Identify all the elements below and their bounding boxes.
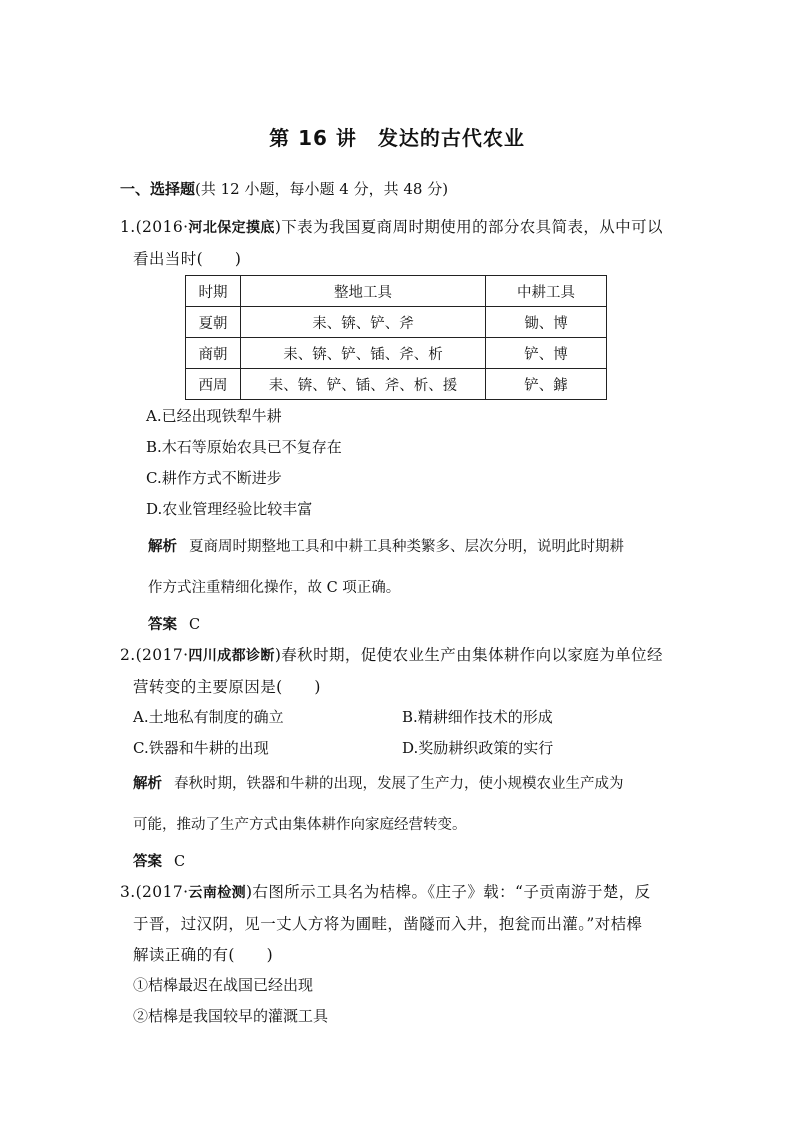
- table-cell: 铲、鎼: [486, 369, 607, 400]
- q1-analysis-label: 解析: [148, 539, 177, 555]
- table-cell: 耒、锛、铲、斧: [241, 307, 486, 338]
- q1-option-c: C.耕作方式不断进步: [146, 469, 282, 487]
- q3-item-2: ②桔槔是我国较早的灌溉工具: [133, 1007, 329, 1025]
- q1-stem-text: 下表为我国夏商周时期使用的部分农具简表，从中可以: [281, 218, 663, 236]
- table-cell: 商朝: [186, 338, 241, 369]
- q1-source-close: ): [274, 218, 282, 236]
- q2-stem-line2: 营转变的主要原因是( ): [133, 678, 321, 696]
- q2-stem-line1: [120, 643, 663, 665]
- q3-source-open: (2017·: [135, 883, 189, 901]
- table-row: [186, 338, 607, 369]
- q2-analysis-label: 解析: [133, 776, 162, 792]
- q1-stem-line2: 看出当时( ): [133, 250, 242, 268]
- page-title: 第 16 讲 发达的古代农业: [269, 126, 525, 150]
- q3-stem-line1: [120, 880, 651, 902]
- q2-stem-text: 春秋时期，促使农业生产由集体耕作向以家庭为单位经: [281, 646, 663, 664]
- q2-source-close: ): [274, 646, 282, 664]
- q3-stem-line2: 于晋，过汉阴，见一丈人方将为圃畦，凿隧而入井，抱瓮而出灌。”对桔槔: [133, 915, 643, 933]
- q1-option-a: A.已经出现铁犁牛耕: [146, 407, 282, 425]
- q3-item-1: ①桔槔最迟在战国已经出现: [133, 976, 314, 994]
- section-header: [120, 178, 448, 199]
- q2-analysis-line1: [133, 772, 624, 793]
- q3-source-close: ): [246, 883, 253, 901]
- q1-option-d: D.农业管理经验比较丰富: [146, 500, 313, 518]
- table-header-cell: 时期: [186, 276, 241, 307]
- q1-answer-value: C: [189, 617, 201, 633]
- table-cell: 耒、锛、铲、锸、斧、析、援: [241, 369, 486, 400]
- q3-source-place: 云南检测: [188, 885, 247, 901]
- table-header-cell: 整地工具: [241, 276, 486, 307]
- q2-number: 2.: [120, 646, 136, 664]
- q3-stem-text: 右图所示工具名为桔槔。《庄子》载：“子贡南游于楚，反: [252, 883, 651, 901]
- q2-option-a: A.土地私有制度的确立: [133, 708, 284, 726]
- q2-source-place: 四川成都诊断: [188, 648, 275, 664]
- q2-analysis-text: 春秋时期，铁器和牛耕的出现，发展了生产力，使小规模农业生产成为: [174, 776, 624, 792]
- q1-tools-table: [185, 275, 607, 400]
- table-row: [186, 369, 607, 400]
- q3-number: 3.: [120, 883, 136, 901]
- q1-analysis-text: 夏商周时期整地工具和中耕工具种类繁多、层次分明，说明此时期耕: [189, 539, 624, 555]
- q2-option-d: D.奖励耕织政策的实行: [402, 739, 554, 757]
- q2-answer-value: C: [174, 854, 186, 870]
- table-row: [186, 307, 607, 338]
- q1-source-place: 河北保定摸底: [188, 220, 275, 236]
- q2-answer: [133, 850, 185, 871]
- q1-answer-label: 答案: [148, 617, 177, 633]
- table-header-cell: 中耕工具: [486, 276, 607, 307]
- table-header-row: [186, 276, 607, 307]
- q1-option-b: B.木石等原始农具已不复存在: [146, 438, 342, 456]
- table-cell: 夏朝: [186, 307, 241, 338]
- q2-source-open: (2017·: [135, 646, 189, 664]
- q1-source-open: (2016·: [135, 218, 189, 236]
- table-cell: 耒、锛、铲、锸、斧、析: [241, 338, 486, 369]
- table-cell: 西周: [186, 369, 241, 400]
- q3-stem-line3: 解读正确的有( ): [133, 946, 274, 964]
- q2-option-b: B.精耕细作技术的形成: [402, 708, 553, 726]
- q1-stem-line1: [120, 215, 663, 237]
- q2-analysis-line2: 可能，推动了生产方式由集体耕作向家庭经营转变。: [133, 817, 467, 833]
- q1-number: 1.: [120, 218, 136, 236]
- table-cell: 锄、博: [486, 307, 607, 338]
- q1-answer: [148, 613, 200, 634]
- table-cell: 铲、博: [486, 338, 607, 369]
- q1-analysis-line2: 作方式注重精细化操作，故 C 项正确。: [148, 580, 401, 596]
- section-info: (共 12 小题，每小题 4 分，共 48 分): [195, 180, 449, 198]
- q2-answer-label: 答案: [133, 854, 162, 870]
- q1-analysis-line1: [148, 535, 624, 556]
- q2-option-c: C.铁器和牛耕的出现: [133, 739, 269, 757]
- section-label: 一、选择题: [120, 180, 196, 198]
